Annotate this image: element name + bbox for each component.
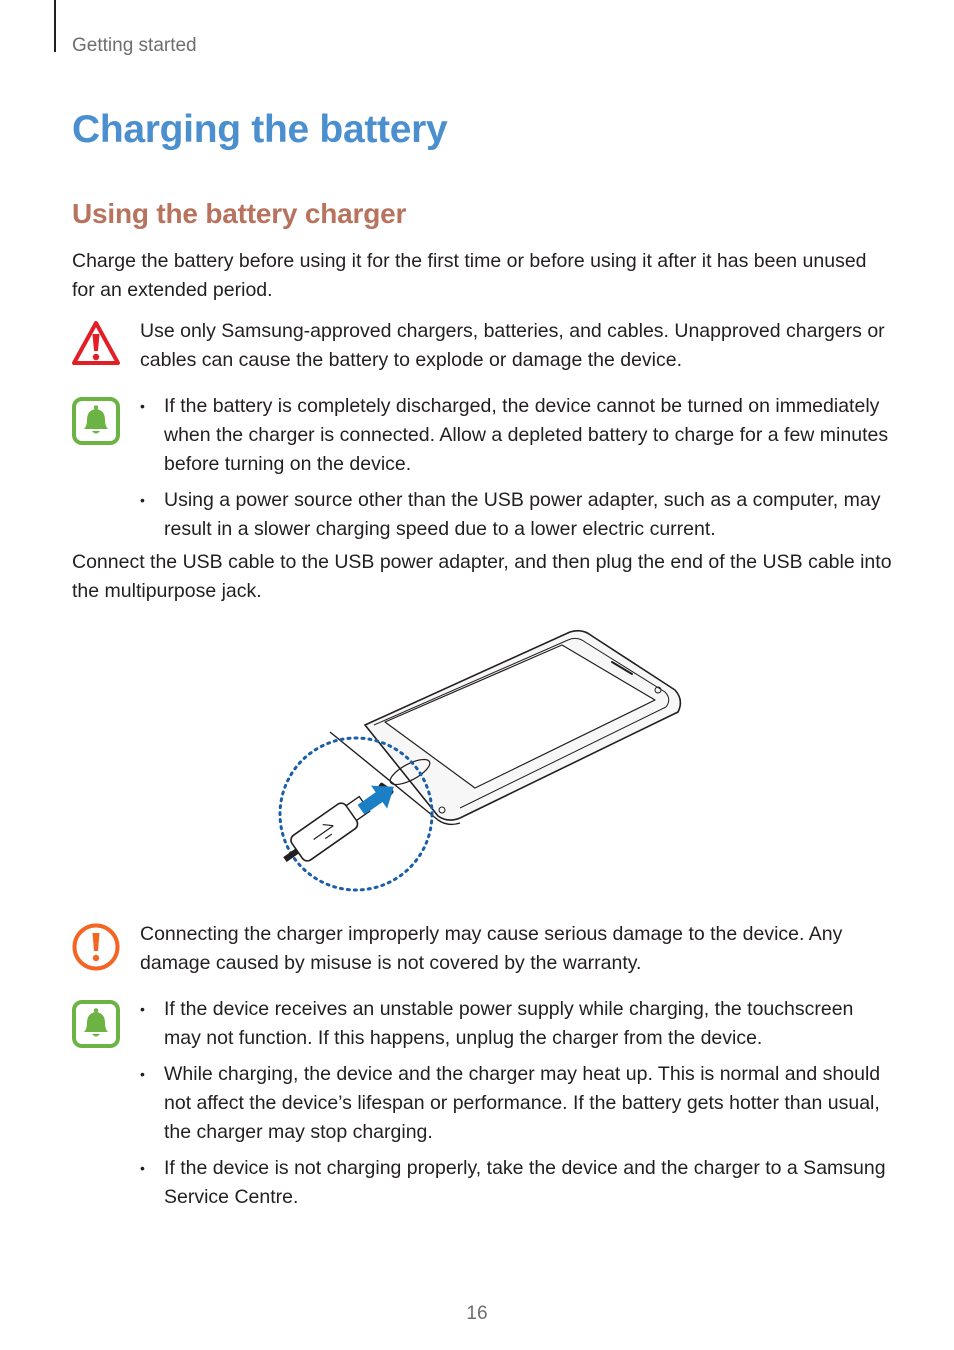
- note-list-2: [140, 995, 890, 1219]
- page-title: Charging the battery: [72, 108, 448, 151]
- list-item: • Using a power source other than the USB power adapter, such as a computer, may result in a slower charging speed due to a lower electric current.: [140, 489, 881, 540]
- list-item: • If the device is not charging properly, take the device and the charger to a Samsung Service Centre.: [140, 1157, 886, 1208]
- bell-note-icon: [71, 396, 121, 446]
- section-heading: Using the battery charger: [72, 198, 407, 229]
- warning-text: Use only Samsung-approved chargers, batteries, and cables. Unapproved chargers or cables can cause the battery to explode or damage the device.: [140, 320, 885, 371]
- caution-text: Connecting the charger improperly may cause serious damage to the device. Any damage caused by misuse is not covered by the warranty.: [140, 923, 843, 974]
- note-list-1: [140, 392, 890, 551]
- instruction-paragraph: Connect the USB cable to the USB power adapter, and then plug the end of the USB cable into the multipurpose jack.: [72, 551, 892, 602]
- bell-note-icon: [71, 999, 121, 1049]
- header-section-label: Getting started: [72, 35, 197, 56]
- charging-illustration: [270, 620, 690, 900]
- list-item: • While charging, the device and the charger may heat up. This is normal and should not affect the device’s lifespan or performance. If the battery gets hotter than usual, the charger may stop charging.: [140, 1063, 881, 1143]
- caution-exclamation-icon: [71, 922, 121, 972]
- list-item: • If the battery is completely discharged, the device cannot be turned on immediately when the charger is connected. Allow a depleted battery to charge for a few minutes before turning on the device.: [140, 395, 889, 475]
- warning-triangle-icon: [71, 319, 121, 369]
- list-item: • If the device receives an unstable power supply while charging, the touchscreen may not function. If this happens, unplug the charger from the device.: [140, 998, 854, 1049]
- header-rule: [54, 0, 56, 52]
- page-number: 16: [466, 1303, 488, 1324]
- intro-paragraph: Charge the battery before using it for the first time or before using it after it has been unused for an extended period.: [72, 250, 867, 301]
